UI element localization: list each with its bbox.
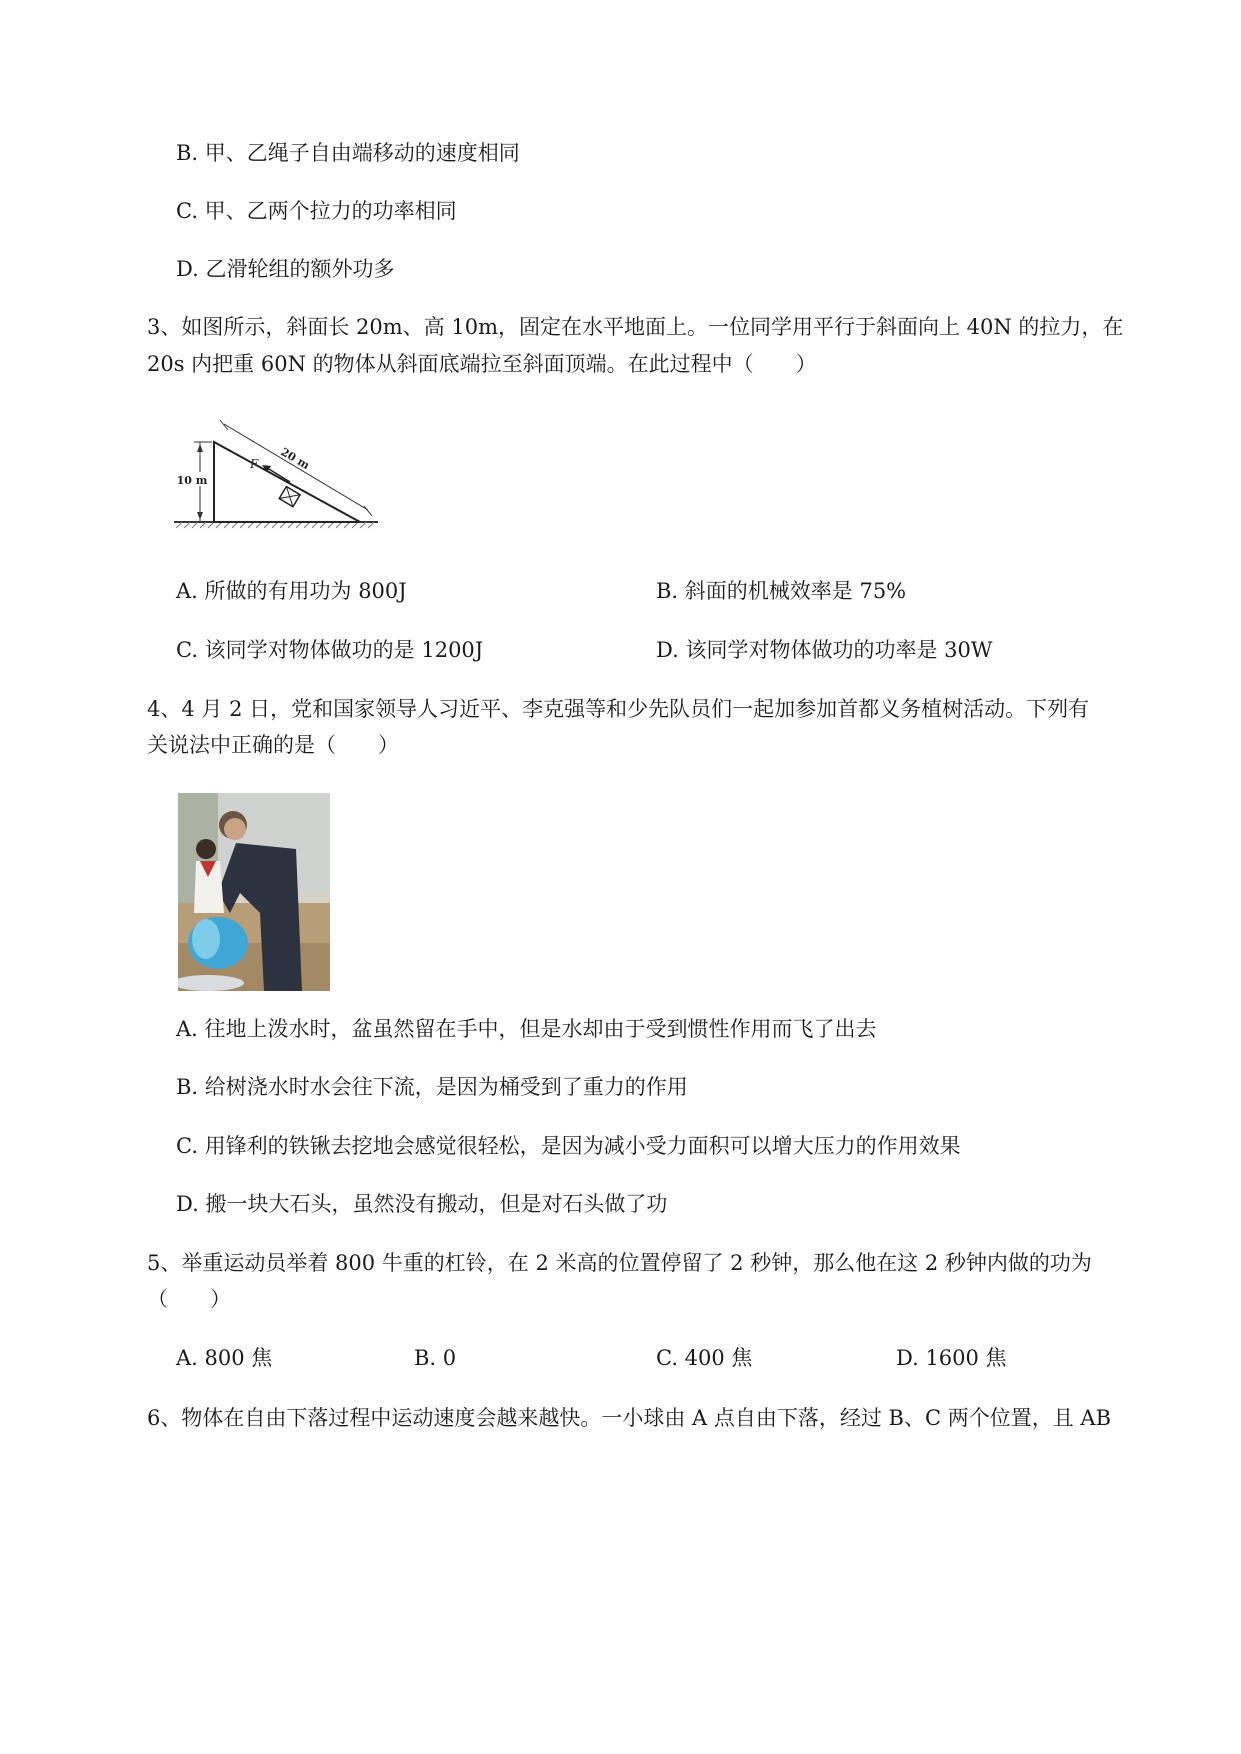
q3-option-d: D. 该同学对物体做功的功率是 30W [656,638,993,662]
tree-planting-illustration [178,793,330,991]
q2-option-b: B. 甲、乙绳子自由端移动的速度相同 [176,141,520,165]
incline-figure [172,410,382,540]
q2-option-c: C. 甲、乙两个拉力的功率相同 [176,199,457,223]
length-label: 20 m [278,445,312,472]
q5-option-a: A. 800 焦 [176,1346,273,1370]
q4-option-c: C. 用锋利的铁锹去挖地会感觉很轻松，是因为减小受力面积可以增大压力的作用效果 [176,1134,961,1158]
q5-stem-line1: 5、举重运动员举着 800 牛重的杠铃，在 2 米高的位置停留了 2 秒钟，那么他在这 2 秒钟内做的功为 [147,1251,1092,1275]
q3-option-a: A. 所做的有用功为 800J [176,579,407,603]
q5-stem-line2: （ ） [147,1287,231,1311]
q6-stem-line1: 6、物体在自由下落过程中运动速度会越来越快。一小球由 A 点自由下落，经过 B、C 两个位置，且 AB [147,1406,1111,1430]
q5-option-c: C. 400 焦 [656,1346,753,1370]
q3-stem-line2: 20s 内把重 60N 的物体从斜面底端拉至斜面顶端。在此过程中（ ） [147,352,817,376]
q3-option-c: C. 该同学对物体做功的是 1200J [176,638,484,662]
q2-option-d: D. 乙滑轮组的额外功多 [176,257,395,281]
q5-option-b: B. 0 [414,1346,457,1370]
q4-option-a: A. 往地上泼水时，盆虽然留在手中，但是水却由于受到惯性作用而飞了出去 [176,1017,877,1041]
q3-option-b: B. 斜面的机械效率是 75% [656,579,907,603]
q4-option-d: D. 搬一块大石头，虽然没有搬动，但是对石头做了功 [176,1192,668,1216]
height-label: 10 m [176,474,208,487]
incline-diagram [172,410,382,540]
q3-stem-line1: 3、如图所示，斜面长 20m、高 10m，固定在水平地面上。一位同学用平行于斜面向上 40N 的拉力，在 [147,315,1124,339]
block-icon [279,487,300,507]
tree-planting-photo [178,793,330,991]
q5-option-d: D. 1600 焦 [896,1346,1007,1370]
q4-stem-line1: 4、4 月 2 日，党和国家领导人习近平、李克强等和少先队员们一起加参加首都义务植树活动。下列有 [147,697,1090,721]
q4-stem-line2: 关说法中正确的是（ ） [147,733,399,757]
q4-option-b: B. 给树浇水时水会往下流，是因为桶受到了重力的作用 [176,1075,688,1099]
force-label: F [250,457,259,471]
